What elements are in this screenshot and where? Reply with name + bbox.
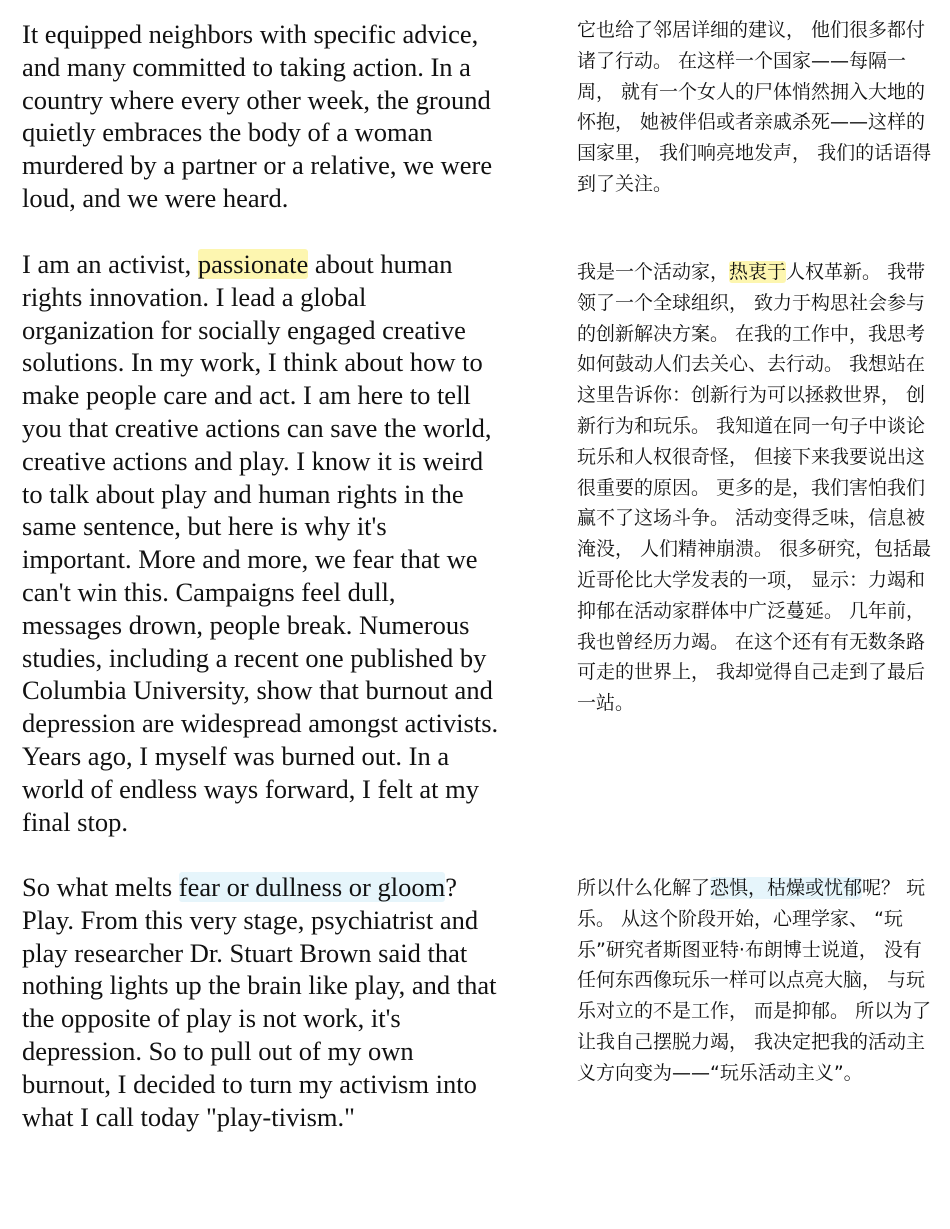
english-text: So what melts <box>22 872 179 902</box>
chinese-text: 人权革新。 我带领了一个全球组织， 致力于构思社会参与的创新解决方案。 在我的工作中，我思考如何鼓动人们去关心、去行动。 我想站在这里告诉你：创新行为可以拯救世界， 创新行为和玩乐。 我知道在同一句子中谈论玩乐和人权很奇怪， 但接下来我要说出这很重要的原因。 更多的是，我们害怕我们赢不了这场斗争。 活动变得乏味，信息被淹没， 人们精神崩溃。 很多研究，包括最近哥伦比大学发表的一项， 显示：力竭和抑郁在活动家群体中广泛蔓延。 几年前，我也曾经历力竭。 在这个还有有无数条路可走的世界上， 我却觉得自己走到了最后一站。 <box>577 261 932 715</box>
chinese-paragraph-1 <box>577 15 937 200</box>
chinese-paragraph-2 <box>577 257 937 719</box>
english-paragraph-1 <box>22 18 542 215</box>
english-text: I am an activist, <box>22 249 198 279</box>
highlighted-phrase: fear or dullness or gloom <box>178 872 446 902</box>
english-text: about human rights innovation. I lead a global organization for socially engaged creative solutions. In my work, I think about how to make people care and act. I am here to tell you that creative actions can save the world, creative actions and play. I know it is weird to talk about play and human rights in the same sentence, but here is why it's important. More and more, we fear that we can't win this. Campaigns feel dull, messages drown, people break. Numerous studies, including a recent one published by Columbia University, show that burnout and depression are widespread amongst activists. Years ago, I myself was burned out. In a world of endless ways forward, I felt at my final stop. <box>22 249 499 837</box>
chinese-paragraph-3 <box>577 873 937 1089</box>
chinese-text: 呢？ 玩乐。 从这个阶段开始，心理学家、 “玩乐”研究者斯图亚特·布朗博士说道， 没有任何东西像玩乐一样可以点亮大脑， 与玩乐对立的不是工作， 而是抑郁。 所以为了让我自己摆脱力竭， 我决定把我的活动主义方向变为——“玩乐活动主义”。 <box>577 877 932 1084</box>
highlighted-word: 热衷于 <box>729 261 787 283</box>
chinese-text: 我是一个活动家， <box>577 261 730 283</box>
english-text: ? Play. From this very stage, psychiatrist and play researcher Dr. Stuart Brown said that nothing lights up the brain like play, and that the opposite of play is not work, it's depression. So to pull out of my own burnout, I decided to turn my activism into what I call today "play-tivism." <box>22 872 497 1132</box>
highlighted-phrase: 恐惧，枯燥或忧郁 <box>710 877 863 899</box>
chinese-text: 它也给了邻居详细的建议， 他们很多都付诸了行动。 在这样一个国家——每隔一周， 就有一个女人的尸体悄然拥入大地的怀抱， 她被伴侣或者亲戚杀死——这样的国家里， 我们响亮地发声， 我们的话语得到了关注。 <box>577 19 932 195</box>
highlighted-word: passionate <box>197 249 309 279</box>
english-text: It equipped neighbors with specific advice, and many committed to taking action. In a country where every other week, the ground quietly embraces the body of a woman murdered by a partner or a relative, we were loud, and we were heard. <box>22 19 493 213</box>
english-paragraph-3 <box>22 871 542 1133</box>
english-paragraph-2 <box>22 248 542 838</box>
chinese-text: 所以什么化解了 <box>577 877 711 899</box>
